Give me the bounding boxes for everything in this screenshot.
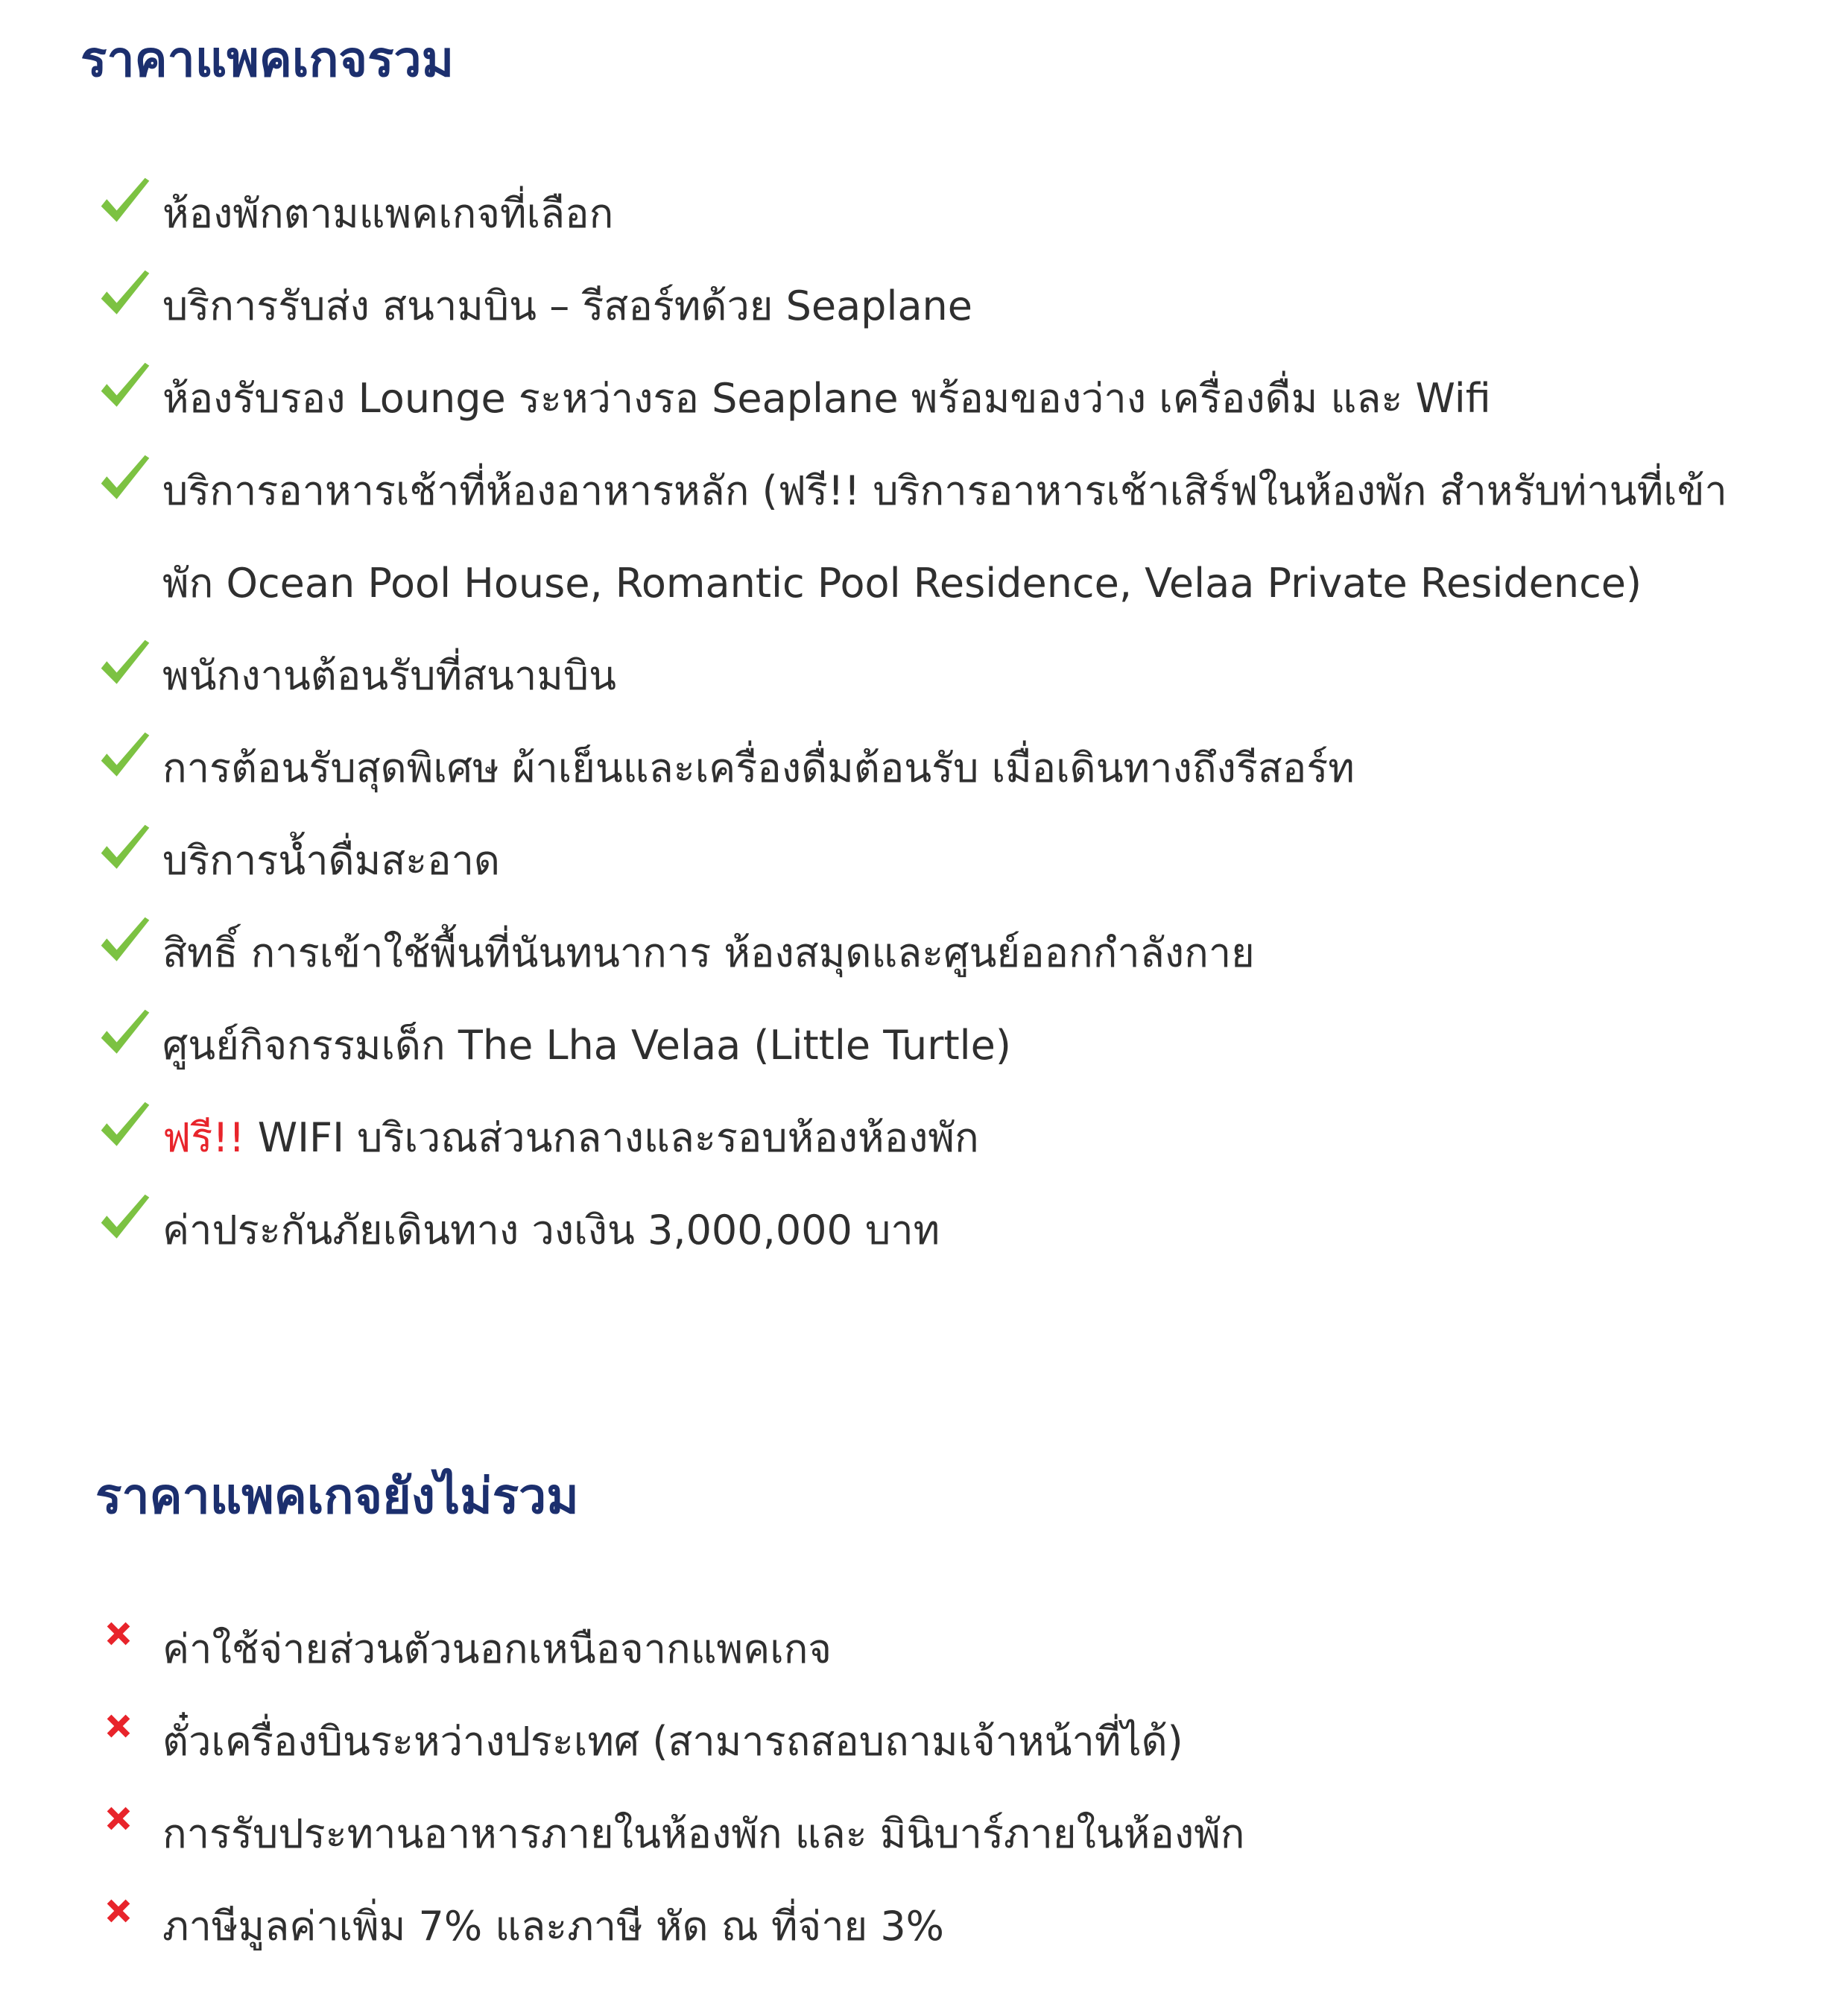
excluded-item [97, 1603, 1833, 1696]
included-item [97, 1184, 1833, 1277]
wifi-item-text: WIFI บริเวณส่วนกลางและรอบห้องห้องพัก [244, 1114, 979, 1161]
cross-icon [101, 1617, 136, 1651]
excluded-heading: ราคาแพคเกจยังไม่รวม [95, 1467, 579, 1525]
excluded-item-text: ภาษีมูลค่าเพิ่ม 7% และภาษี หัด ณ ที่จ่าย 3% [162, 1903, 944, 1950]
check-icon [97, 1007, 154, 1064]
included-item-text: ศูนย์กิจกรรมเด็ก The Lha Velaa (Little Turtle) [162, 1022, 1011, 1069]
check-icon [97, 1099, 154, 1156]
included-item-text: บริการรับส่ง สนามบิน – รีสอร์ทด้วย Seaplane [162, 282, 972, 329]
included-item [97, 999, 1833, 1092]
included-item-text: บริการน้ำดื่มสะอาด [162, 837, 500, 884]
included-item-text: ห้องรับรอง Lounge ระหว่างรอ Seaplane พร้อมของว่าง เครื่องดื่ม และ Wifi [162, 375, 1491, 422]
included-item-text: บริการอาหารเช้าที่ห้องอาหารหลัก (ฟรี!! บริการอาหารเช้าเสิร์ฟในห้องพัก สำหรับท่านที่เข้า [162, 467, 1727, 514]
check-icon [97, 175, 154, 232]
excluded-item [97, 1788, 1833, 1880]
check-icon [97, 914, 154, 971]
included-item [97, 353, 1833, 445]
included-item [97, 168, 1833, 260]
check-icon [97, 730, 154, 786]
excluded-item-text: ตั๋วเครื่องบินระหว่างประเทศ (สามารถสอบถามเจ้าหน้าที่ได้) [162, 1718, 1183, 1765]
included-item-text: ห้องพักตามแพคเกจที่เลือก [162, 190, 614, 237]
check-icon [97, 1192, 154, 1248]
included-item [97, 815, 1833, 907]
included-item-text: ค่าประกันภัยเดินทาง วงเงิน 3,000,000 บาท [162, 1207, 940, 1254]
included-item [97, 260, 1833, 353]
included-item-text [162, 1092, 979, 1184]
check-icon [97, 268, 154, 324]
included-item [97, 630, 1833, 722]
cross-icon [101, 1709, 136, 1743]
excluded-item [97, 1880, 1833, 1973]
check-icon [97, 360, 154, 417]
included-item [97, 722, 1833, 815]
excluded-item-text: การรับประทานอาหารภายในห้องพัก และ มินิบาร์ภายในห้องพัก [162, 1810, 1245, 1857]
included-item-text: สิทธิ์ การเข้าใช้พื้นที่นันทนาการ ห้องสมุดและศูนย์ออกกำลังกาย [162, 929, 1255, 976]
excluded-item-text: ค่าใช้จ่ายส่วนตัวนอกเหนือจากแพคเกจ [162, 1625, 832, 1672]
check-icon [97, 822, 154, 879]
included-item [97, 907, 1833, 999]
included-heading: ราคาแพคเกจรวม [80, 30, 455, 88]
free-label: ฟรี!! [162, 1114, 245, 1161]
check-icon [97, 452, 154, 509]
excluded-item [97, 1696, 1833, 1788]
cross-icon [101, 1894, 136, 1928]
check-icon [97, 637, 154, 694]
included-item [97, 1092, 1833, 1184]
cross-icon [101, 1801, 136, 1836]
included-item-continuation: พัก Ocean Pool House, Romantic Pool Residence, Velaa Private Residence) [162, 560, 1642, 607]
included-item-text: การต้อนรับสุดพิเศษ ผ้าเย็นและเครื่องดื่มต้อนรับ เมื่อเดินทางถึงรีสอร์ท [162, 745, 1355, 791]
included-item-text: พนักงานต้อนรับที่สนามบิน [162, 652, 617, 699]
